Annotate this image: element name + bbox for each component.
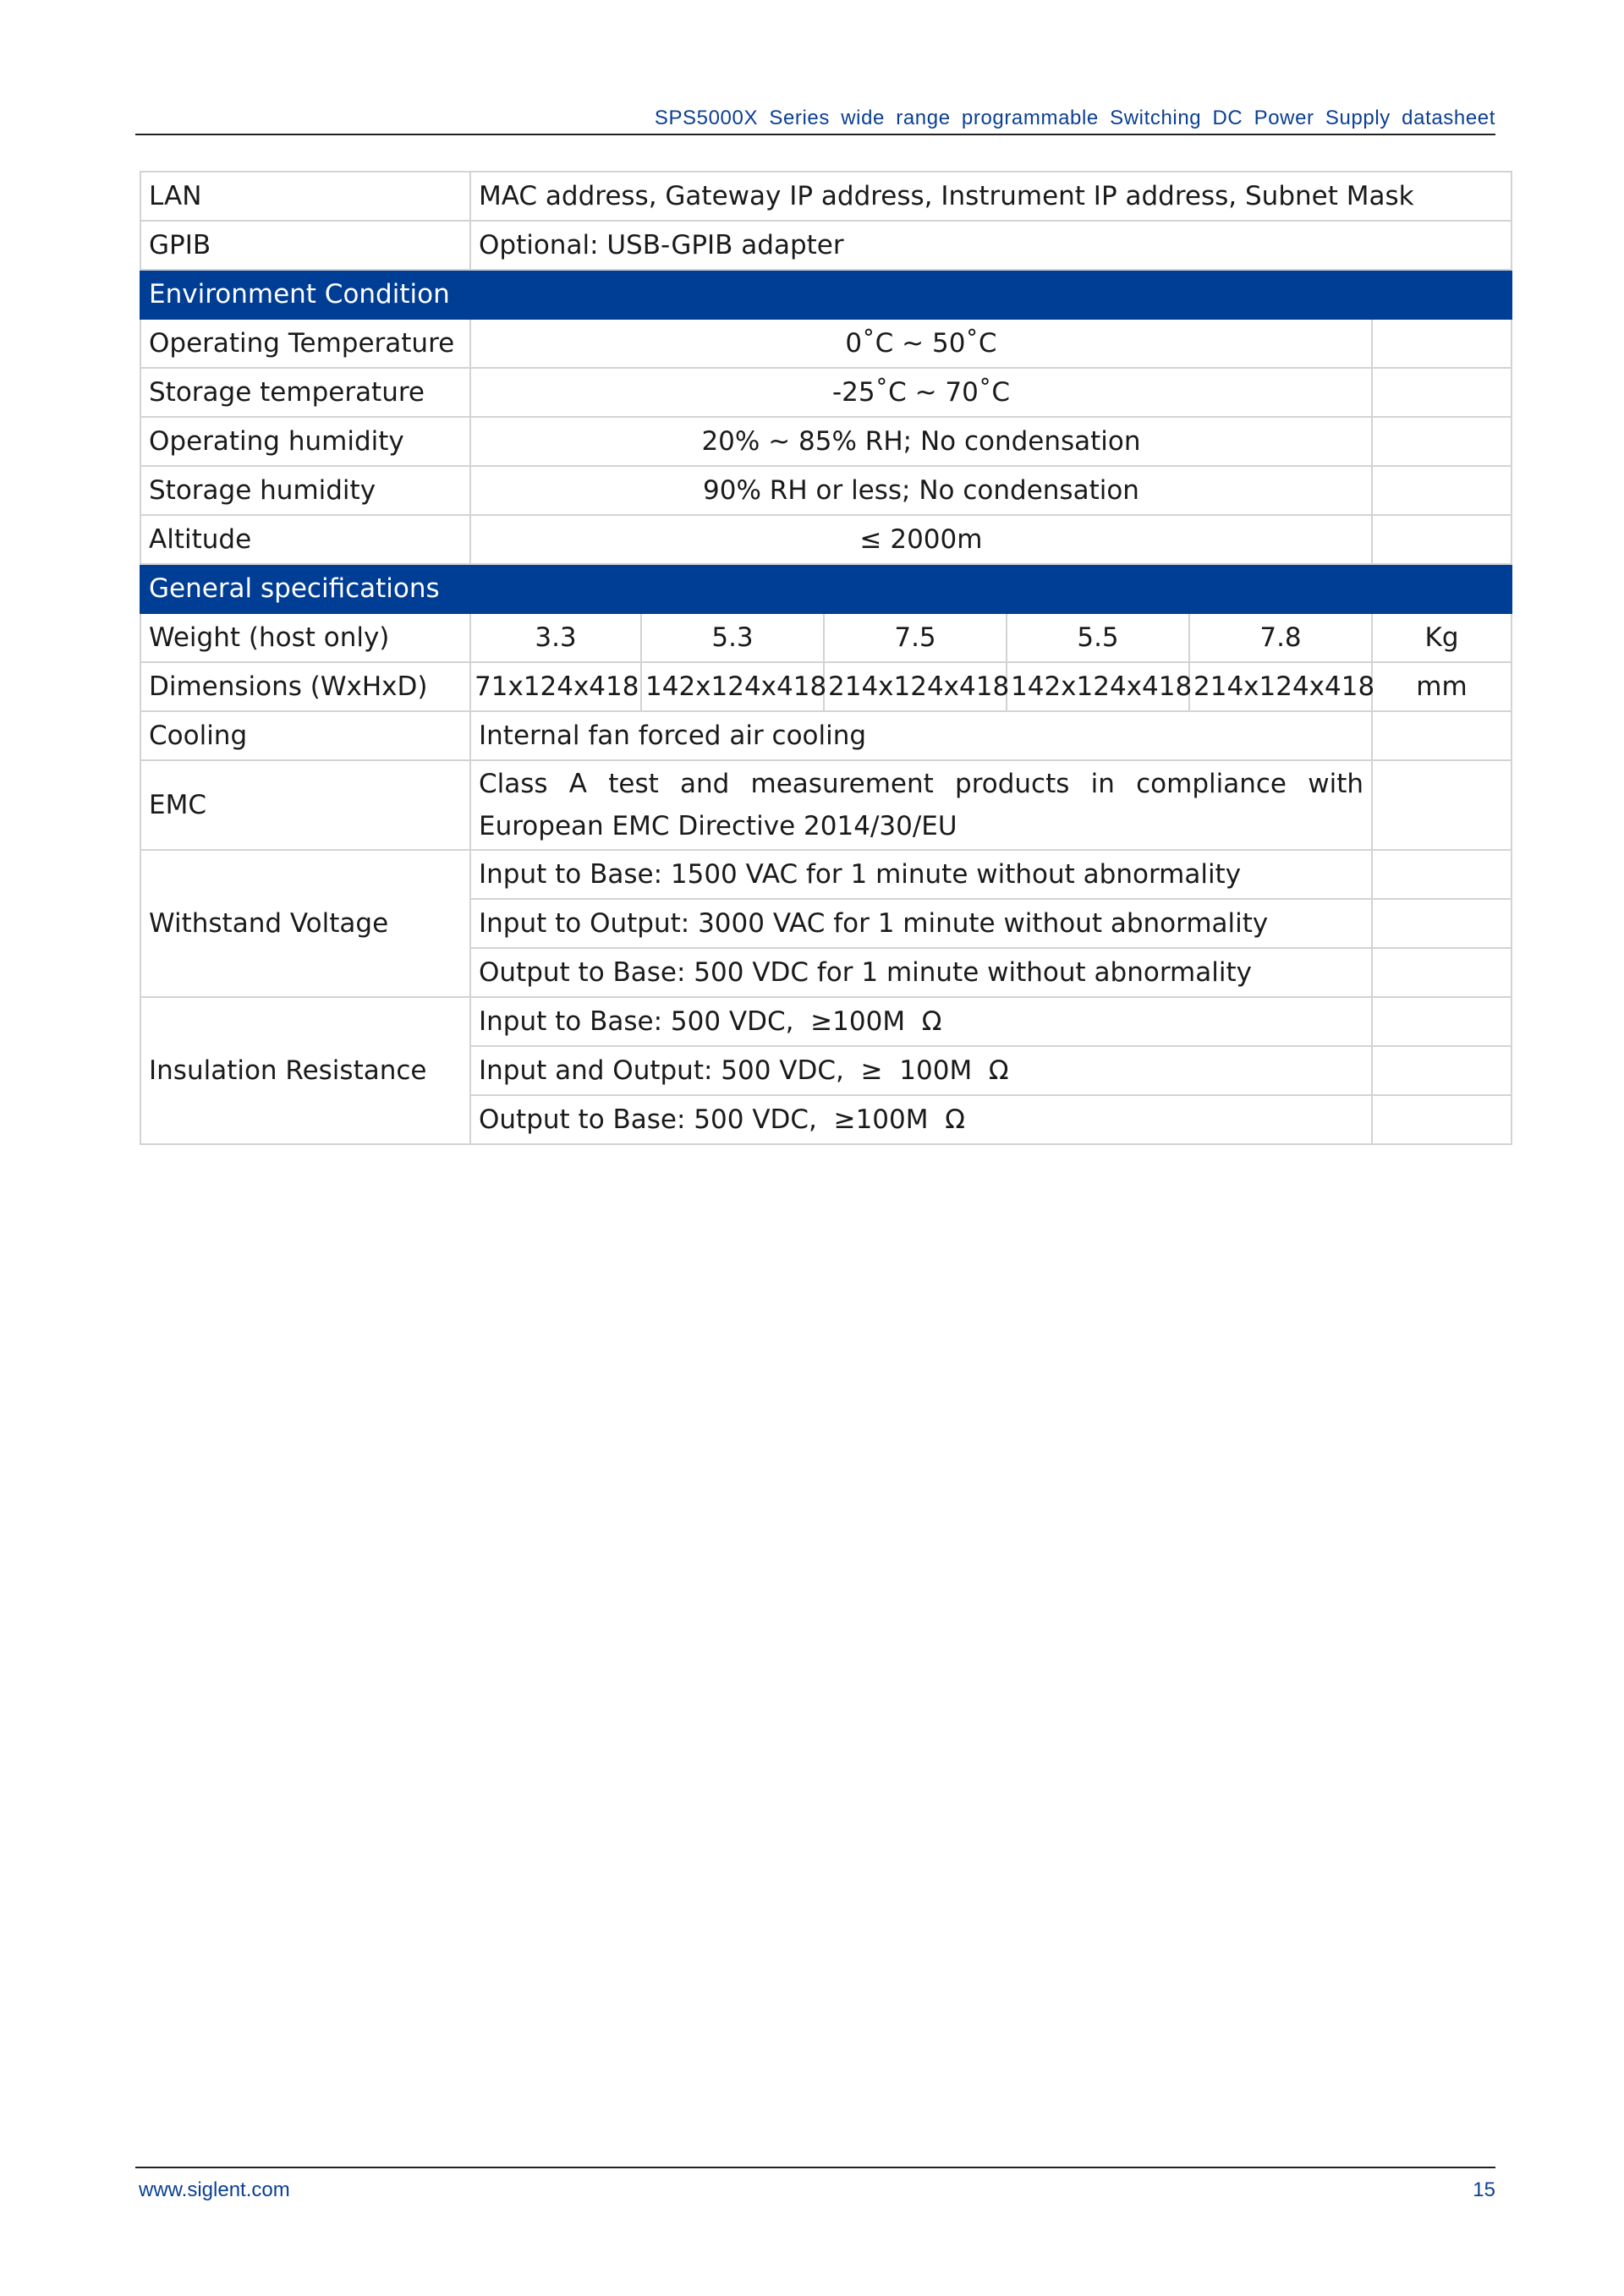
unit-cell	[1372, 850, 1512, 899]
dimension-value: 214x124x418	[1189, 662, 1372, 711]
unit-cell	[1372, 319, 1512, 368]
row-label: Withstand Voltage	[140, 850, 470, 997]
unit-cell	[1372, 997, 1512, 1046]
weight-value: 7.8	[1189, 613, 1372, 662]
row-lan	[140, 172, 1512, 221]
row-value: Input to Output: 3000 VAC for 1 minute without abnormality	[470, 899, 1372, 948]
section-general	[140, 564, 1512, 613]
row-label: Storage humidity	[140, 466, 470, 515]
page-number: 15	[1473, 2178, 1495, 2201]
weight-value: 5.3	[641, 613, 824, 662]
row-label: Cooling	[140, 711, 470, 760]
unit-cell	[1372, 417, 1512, 466]
footer-link[interactable]: www.siglent.com	[139, 2178, 290, 2201]
row-value: MAC address, Gateway IP address, Instrument IP address, Subnet Mask	[470, 172, 1512, 221]
row-label: Altitude	[140, 515, 470, 564]
section-title: Environment Condition	[140, 270, 1512, 319]
weight-unit: Kg	[1372, 613, 1512, 662]
row-label: Storage temperature	[140, 368, 470, 417]
unit-cell	[1372, 1046, 1512, 1095]
unit-cell	[1372, 515, 1512, 564]
row-insulation-resistance	[140, 997, 1512, 1046]
row-emc	[140, 760, 1512, 850]
row-value: Output to Base: 500 VDC, ≥100M Ω	[470, 1095, 1372, 1144]
row-label: Dimensions (WxHxD)	[140, 662, 470, 711]
dimension-value: 142x124x418	[1007, 662, 1189, 711]
header-title: SPS5000X Series wide range programmable Switching DC Power Supply datasheet	[654, 107, 1495, 129]
unit-cell	[1372, 760, 1512, 850]
unit-cell	[1372, 711, 1512, 760]
row-label: Weight (host only)	[140, 613, 470, 662]
row-gpib	[140, 221, 1512, 270]
row-value: Optional: USB-GPIB adapter	[470, 221, 1512, 270]
row-storage-humidity	[140, 466, 1512, 515]
weight-value: 5.5	[1007, 613, 1189, 662]
row-value: ≤ 2000m	[470, 515, 1372, 564]
row-value: Input to Base: 500 VDC, ≥100M Ω	[470, 997, 1372, 1046]
row-value: -25˚C ~ 70˚C	[470, 368, 1372, 417]
row-operating-humidity	[140, 417, 1512, 466]
dimension-value: 142x124x418	[641, 662, 824, 711]
row-value: 20% ~ 85% RH; No condensation	[470, 417, 1372, 466]
unit-cell	[1372, 368, 1512, 417]
section-environment	[140, 270, 1512, 319]
unit-cell	[1372, 899, 1512, 948]
dimension-unit: mm	[1372, 662, 1512, 711]
weight-value: 7.5	[824, 613, 1007, 662]
row-altitude	[140, 515, 1512, 564]
spec-table	[140, 171, 1512, 1145]
unit-cell	[1372, 466, 1512, 515]
row-value: Input to Base: 1500 VAC for 1 minute without abnormality	[470, 850, 1372, 899]
row-value: Output to Base: 500 VDC for 1 minute without abnormality	[470, 948, 1372, 997]
row-label: GPIB	[140, 221, 470, 270]
row-dimensions	[140, 662, 1512, 711]
row-label: Operating humidity	[140, 417, 470, 466]
row-value: 90% RH or less; No condensation	[470, 466, 1372, 515]
dimension-value: 71x124x418	[470, 662, 641, 711]
row-operating-temperature	[140, 319, 1512, 368]
row-label: Operating Temperature	[140, 319, 470, 368]
row-value: Internal fan forced air cooling	[470, 711, 1372, 760]
weight-value: 3.3	[470, 613, 641, 662]
row-weight	[140, 613, 1512, 662]
row-value: Class A test and measurement products in compliance with European EMC Directive 2014/30/EU	[470, 760, 1372, 850]
section-title: General specifications	[140, 564, 1512, 613]
footer-rule	[135, 2167, 1495, 2168]
row-label: EMC	[140, 760, 470, 850]
row-label: LAN	[140, 172, 470, 221]
header-rule	[135, 134, 1495, 135]
row-label: Insulation Resistance	[140, 997, 470, 1144]
row-value: Input and Output: 500 VDC, ≥ 100M Ω	[470, 1046, 1372, 1095]
row-value: 0˚C ~ 50˚C	[470, 319, 1372, 368]
dimension-value: 214x124x418	[824, 662, 1007, 711]
unit-cell	[1372, 948, 1512, 997]
row-storage-temperature	[140, 368, 1512, 417]
row-cooling	[140, 711, 1512, 760]
unit-cell	[1372, 1095, 1512, 1144]
row-withstand-voltage	[140, 850, 1512, 899]
